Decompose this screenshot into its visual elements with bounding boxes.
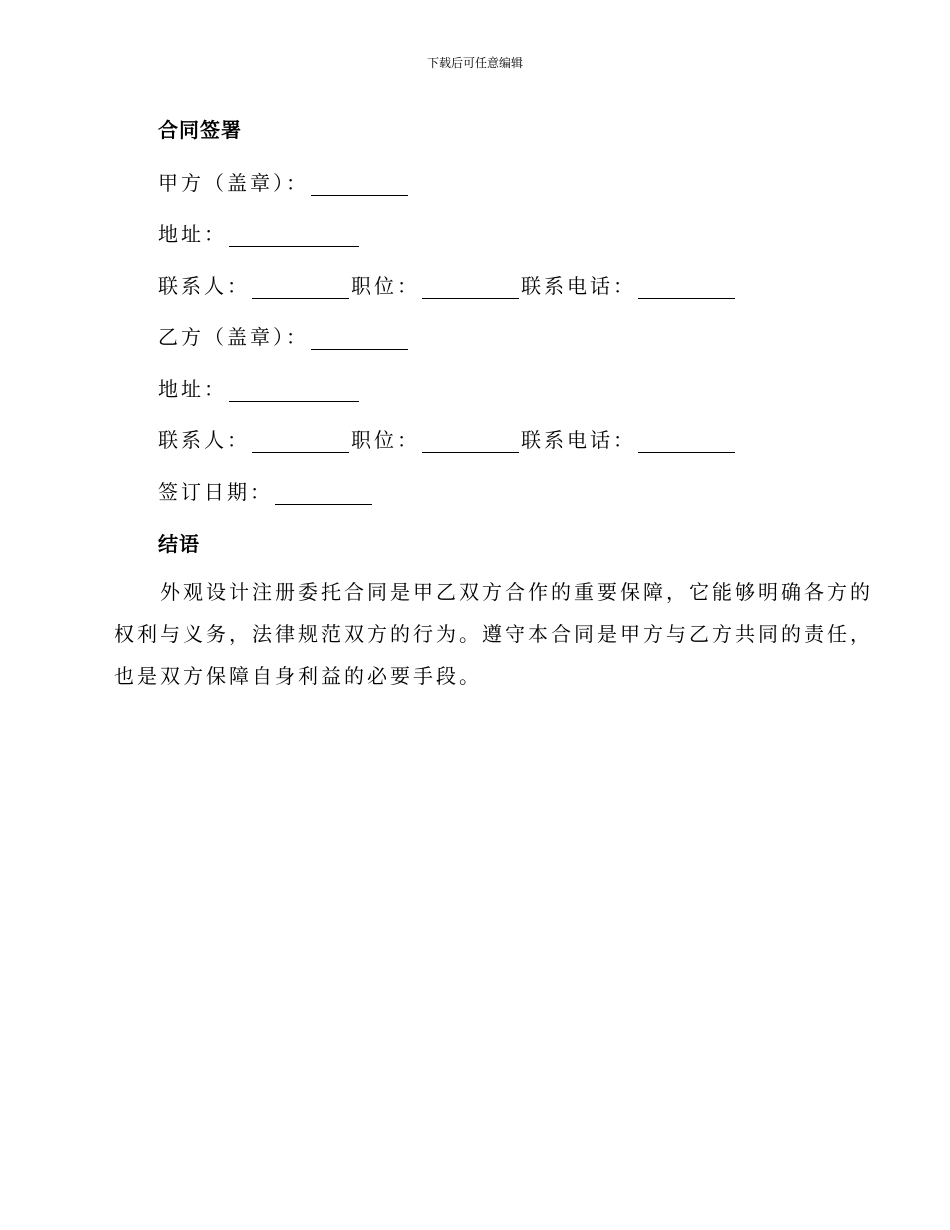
party-b-contact-blank[interactable]	[252, 432, 349, 453]
party-b-seal-label: 乙方（盖章）：	[158, 325, 309, 349]
signing-date-label: 签订日期：	[158, 480, 273, 504]
party-b-address-blank[interactable]	[229, 381, 359, 402]
party-b-phone-label: 联系电话：	[521, 428, 636, 452]
signing-date-row	[158, 476, 374, 505]
conclusion-line: 外观设计注册委托合同是甲乙双方合作的重要保障，它能够明确各方的	[114, 580, 873, 604]
party-b-address-row	[158, 373, 361, 402]
party-a-contact-blank[interactable]	[252, 278, 349, 299]
party-b-position-label: 职位：	[351, 428, 420, 452]
party-b-seal-blank[interactable]	[311, 329, 408, 350]
conclusion-section-title: 结语	[158, 532, 200, 556]
party-b-address-label: 地址：	[158, 377, 227, 401]
conclusion-paragraph	[114, 571, 873, 697]
party-a-position-blank[interactable]	[422, 278, 519, 299]
page-header-note: 下载后可任意编辑	[426, 56, 523, 70]
party-a-seal-label: 甲方（盖章）：	[158, 171, 309, 195]
conclusion-line: 也是双方保障自身利益的必要手段。	[114, 664, 482, 688]
signing-section-title: 合同签署	[158, 118, 242, 142]
party-a-contact-label: 联系人：	[158, 274, 250, 298]
party-a-position-label: 职位：	[351, 274, 420, 298]
party-a-address-row	[158, 218, 361, 247]
party-a-phone-blank[interactable]	[638, 278, 735, 299]
party-a-address-blank[interactable]	[229, 226, 359, 247]
party-b-contact-label: 联系人：	[158, 428, 250, 452]
conclusion-line: 权利与义务，法律规范双方的行为。遵守本合同是甲方与乙方共同的责任，	[114, 622, 873, 646]
party-a-seal-row	[158, 167, 410, 196]
party-b-seal-row	[158, 321, 410, 350]
party-a-address-label: 地址：	[158, 222, 227, 246]
party-a-seal-blank[interactable]	[311, 175, 408, 196]
party-b-contact-row	[158, 424, 737, 453]
signing-date-blank[interactable]	[275, 484, 372, 505]
party-a-contact-row	[158, 270, 737, 299]
party-a-phone-label: 联系电话：	[521, 274, 636, 298]
party-b-phone-blank[interactable]	[638, 432, 735, 453]
party-b-position-blank[interactable]	[422, 432, 519, 453]
